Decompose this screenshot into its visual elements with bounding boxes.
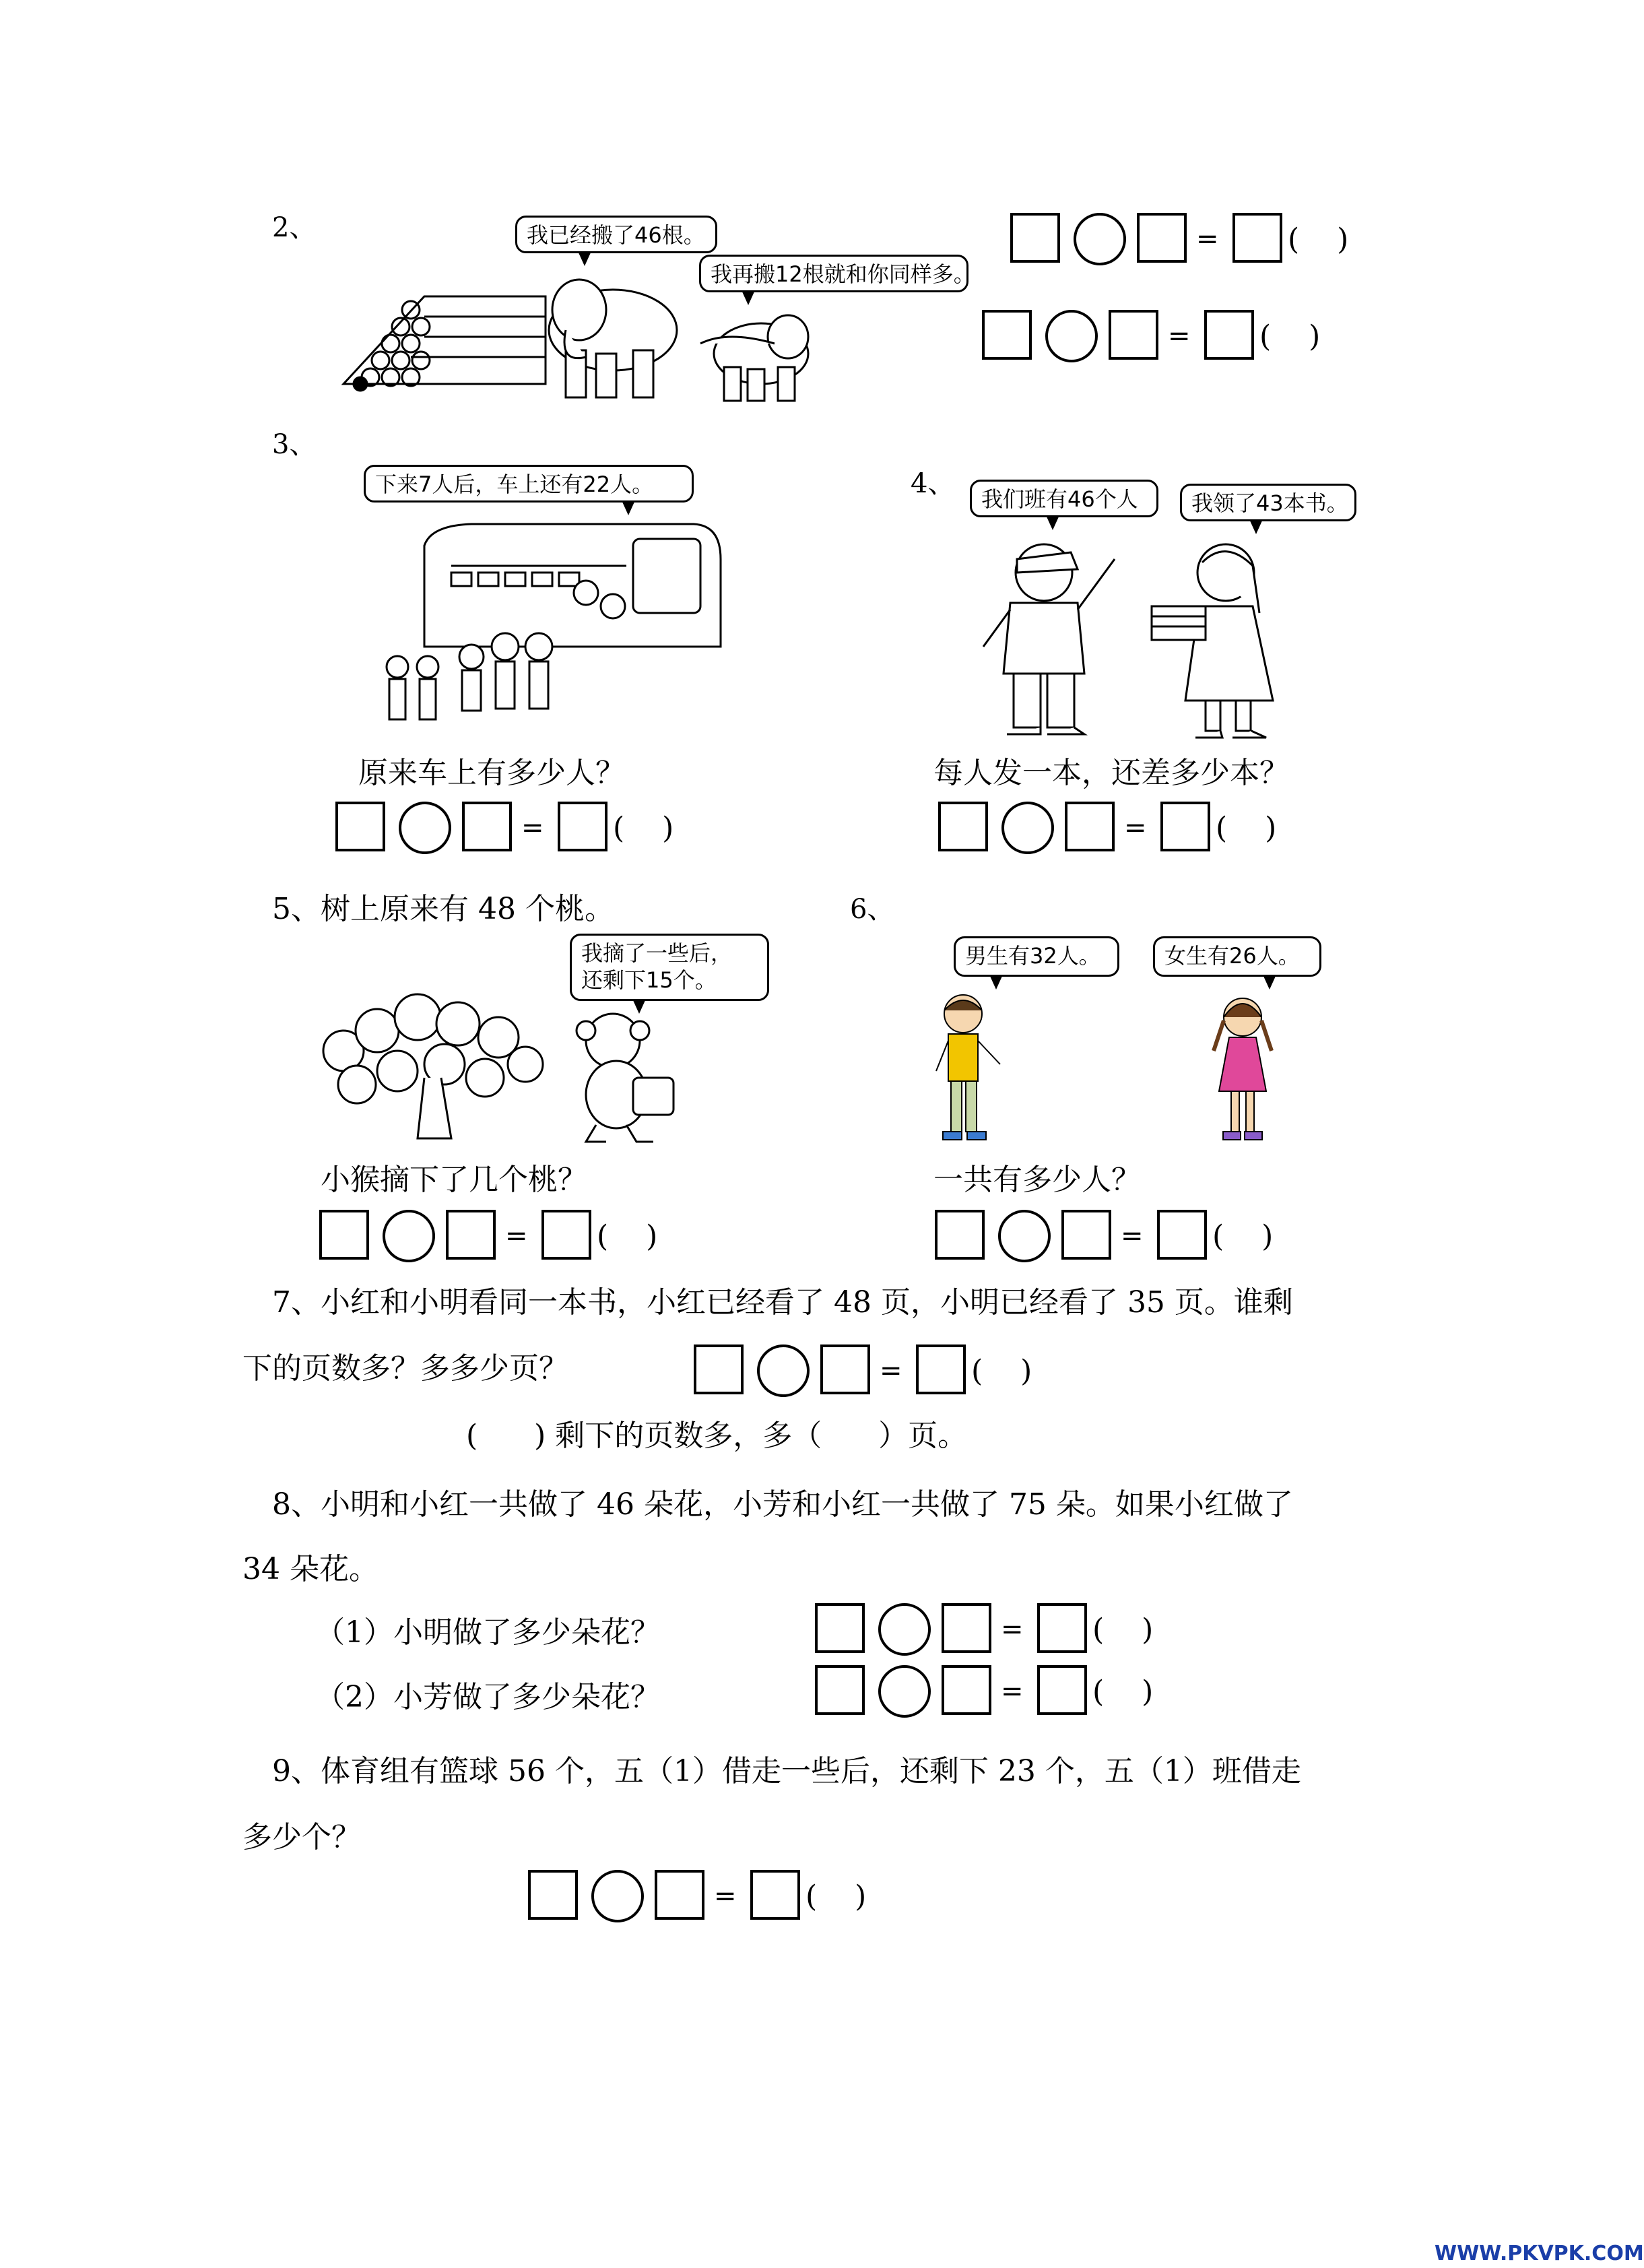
unit-parentheses[interactable]: ( ) xyxy=(971,1354,1032,1388)
answer-box[interactable] xyxy=(1037,1665,1087,1715)
q9-line-2: 多少个？ xyxy=(242,1820,361,1854)
answer-box[interactable] xyxy=(1037,1603,1087,1653)
equals-sign: = xyxy=(1001,1676,1024,1707)
answer-box[interactable] xyxy=(916,1344,966,1394)
q3-question: 原来车上有多少人？ xyxy=(358,756,625,790)
q4-speech-bubble-girl xyxy=(1180,484,1356,521)
q6-speech-bubble-boy xyxy=(954,936,1119,977)
operator-circle[interactable] xyxy=(878,1603,931,1656)
q2-bubble-small-text: 我再搬12根就和你同样多。 xyxy=(711,261,975,287)
answer-box[interactable] xyxy=(335,802,385,851)
q7-line-2: 下的页数多？多多少页？ xyxy=(242,1351,568,1386)
q4-bubble-boy-text: 我们班有46个人 xyxy=(981,486,1138,512)
q2-number: 2、 xyxy=(272,212,317,243)
q7-fill-in-answer[interactable]: ( ) 剩下的页数多，多（ ）页。 xyxy=(466,1419,968,1453)
q4-number: 4、 xyxy=(911,468,955,499)
q7-line-1: 7、小红和小明看同一本书，小红已经看了 48 页，小明已经看了 35 页。谁剩 xyxy=(272,1285,1293,1320)
operator-circle[interactable] xyxy=(757,1344,810,1397)
operator-circle[interactable] xyxy=(591,1870,644,1922)
q6-illustration-girl xyxy=(1199,990,1286,1145)
answer-box[interactable] xyxy=(694,1344,744,1394)
q2-speech-bubble-big-elephant xyxy=(515,216,717,253)
answer-box[interactable] xyxy=(815,1665,865,1715)
equals-sign: = xyxy=(521,812,544,843)
answer-box[interactable] xyxy=(541,1210,591,1260)
answer-box[interactable] xyxy=(1160,802,1210,851)
unit-parentheses[interactable]: ( ) xyxy=(1288,222,1349,257)
q2-illustration-small-elephant xyxy=(700,303,815,404)
answer-box[interactable] xyxy=(982,310,1032,360)
answer-box[interactable] xyxy=(820,1344,870,1394)
answer-box[interactable] xyxy=(1157,1210,1207,1260)
q8-sub-question-2: （2）小芳做了多少朵花？ xyxy=(315,1680,660,1714)
operator-circle[interactable] xyxy=(878,1665,931,1718)
q6-bubble-boy-text: 男生有32人。 xyxy=(965,943,1100,969)
unit-parentheses[interactable]: ( ) xyxy=(1092,1675,1154,1709)
answer-box[interactable] xyxy=(1204,310,1254,360)
equals-sign: = xyxy=(1196,224,1219,255)
answer-box[interactable] xyxy=(938,802,988,851)
operator-circle[interactable] xyxy=(399,802,451,854)
answer-box[interactable] xyxy=(1137,213,1187,263)
q4-speech-bubble-boy xyxy=(970,480,1158,517)
q5-illustration-monkey xyxy=(559,1004,687,1145)
answer-box[interactable] xyxy=(319,1210,369,1260)
equals-sign: = xyxy=(880,1355,902,1386)
answer-box[interactable] xyxy=(1232,213,1282,263)
q8-line-2: 34 朵花。 xyxy=(242,1552,379,1586)
q6-illustration-boy xyxy=(916,990,1010,1145)
q3-illustration-bus xyxy=(377,512,727,727)
equals-sign: = xyxy=(505,1221,528,1252)
q4-illustration-girl-with-books xyxy=(1138,532,1293,748)
q2-speech-bubble-small-elephant xyxy=(699,255,975,292)
q4-question: 每人发一本，还差多少本？ xyxy=(933,756,1289,790)
answer-box[interactable] xyxy=(462,802,512,851)
q5-intro: 5、树上原来有 48 个桃。 xyxy=(272,892,614,926)
operator-circle[interactable] xyxy=(1074,213,1126,265)
answer-box[interactable] xyxy=(558,802,607,851)
q6-question: 一共有多少人？ xyxy=(933,1163,1141,1197)
q4-illustration-boy xyxy=(970,532,1125,748)
q5-speech-bubble-monkey xyxy=(570,934,769,1001)
q3-bubble-text: 下来7人后，车上还有22人。 xyxy=(375,472,654,497)
q2-illustration-big-elephant xyxy=(539,269,687,404)
q4-bubble-girl-text: 我领了43本书。 xyxy=(1191,490,1348,516)
equals-sign: = xyxy=(714,1881,737,1912)
answer-box[interactable] xyxy=(528,1870,578,1920)
q5-illustration-peach-tree xyxy=(317,977,546,1145)
equals-sign: = xyxy=(1121,1221,1144,1252)
unit-parentheses[interactable]: ( ) xyxy=(613,811,674,845)
equals-sign: = xyxy=(1124,812,1147,843)
q8-sub-question-1: （1）小明做了多少朵花？ xyxy=(315,1615,660,1650)
q9-line-1: 9、体育组有篮球 56 个，五（1）借走一些后，还剩下 23 个，五（1）班借走 xyxy=(272,1754,1301,1788)
q2-bubble-big-text: 我已经搬了46根。 xyxy=(527,222,705,248)
answer-box[interactable] xyxy=(815,1603,865,1653)
q2-illustration-logs xyxy=(343,283,546,397)
operator-circle[interactable] xyxy=(1001,802,1054,854)
unit-parentheses[interactable]: ( ) xyxy=(1216,811,1277,845)
operator-circle[interactable] xyxy=(1045,310,1098,362)
answer-box[interactable] xyxy=(1065,802,1115,851)
operator-circle[interactable] xyxy=(998,1210,1051,1262)
q3-speech-bubble xyxy=(364,465,694,503)
q6-speech-bubble-girl xyxy=(1153,936,1321,977)
answer-box[interactable] xyxy=(655,1870,704,1920)
footer-watermark: WWW.PKVPK.COM xyxy=(1435,2242,1644,2265)
operator-circle[interactable] xyxy=(383,1210,435,1262)
answer-box[interactable] xyxy=(446,1210,496,1260)
answer-box[interactable] xyxy=(1010,213,1060,263)
unit-parentheses[interactable]: ( ) xyxy=(1092,1613,1154,1647)
equals-sign: = xyxy=(1168,321,1191,352)
q6-number: 6、 xyxy=(850,894,894,925)
answer-box[interactable] xyxy=(750,1870,800,1920)
q6-bubble-girl-text: 女生有26人。 xyxy=(1164,943,1300,969)
q5-bubble-line-1: 我摘了一些后， xyxy=(581,940,733,966)
q5-bubble-line-2: 还剩下15个。 xyxy=(581,967,717,993)
unit-parentheses[interactable]: ( ) xyxy=(1259,319,1321,354)
unit-parentheses[interactable]: ( ) xyxy=(1212,1219,1274,1254)
answer-box[interactable] xyxy=(942,1603,991,1653)
unit-parentheses[interactable]: ( ) xyxy=(805,1879,867,1914)
answer-box[interactable] xyxy=(942,1665,991,1715)
unit-parentheses[interactable]: ( ) xyxy=(597,1219,658,1254)
answer-box[interactable] xyxy=(1109,310,1158,360)
answer-box[interactable] xyxy=(935,1210,985,1260)
equals-sign: = xyxy=(1001,1614,1024,1645)
q8-line-1: 8、小明和小红一共做了 46 朵花，小芳和小红一共做了 75 朵。如果小红做了 xyxy=(272,1487,1293,1522)
q5-question: 小猴摘下了几个桃？ xyxy=(321,1163,587,1197)
q3-number: 3、 xyxy=(272,429,317,460)
answer-box[interactable] xyxy=(1061,1210,1111,1260)
